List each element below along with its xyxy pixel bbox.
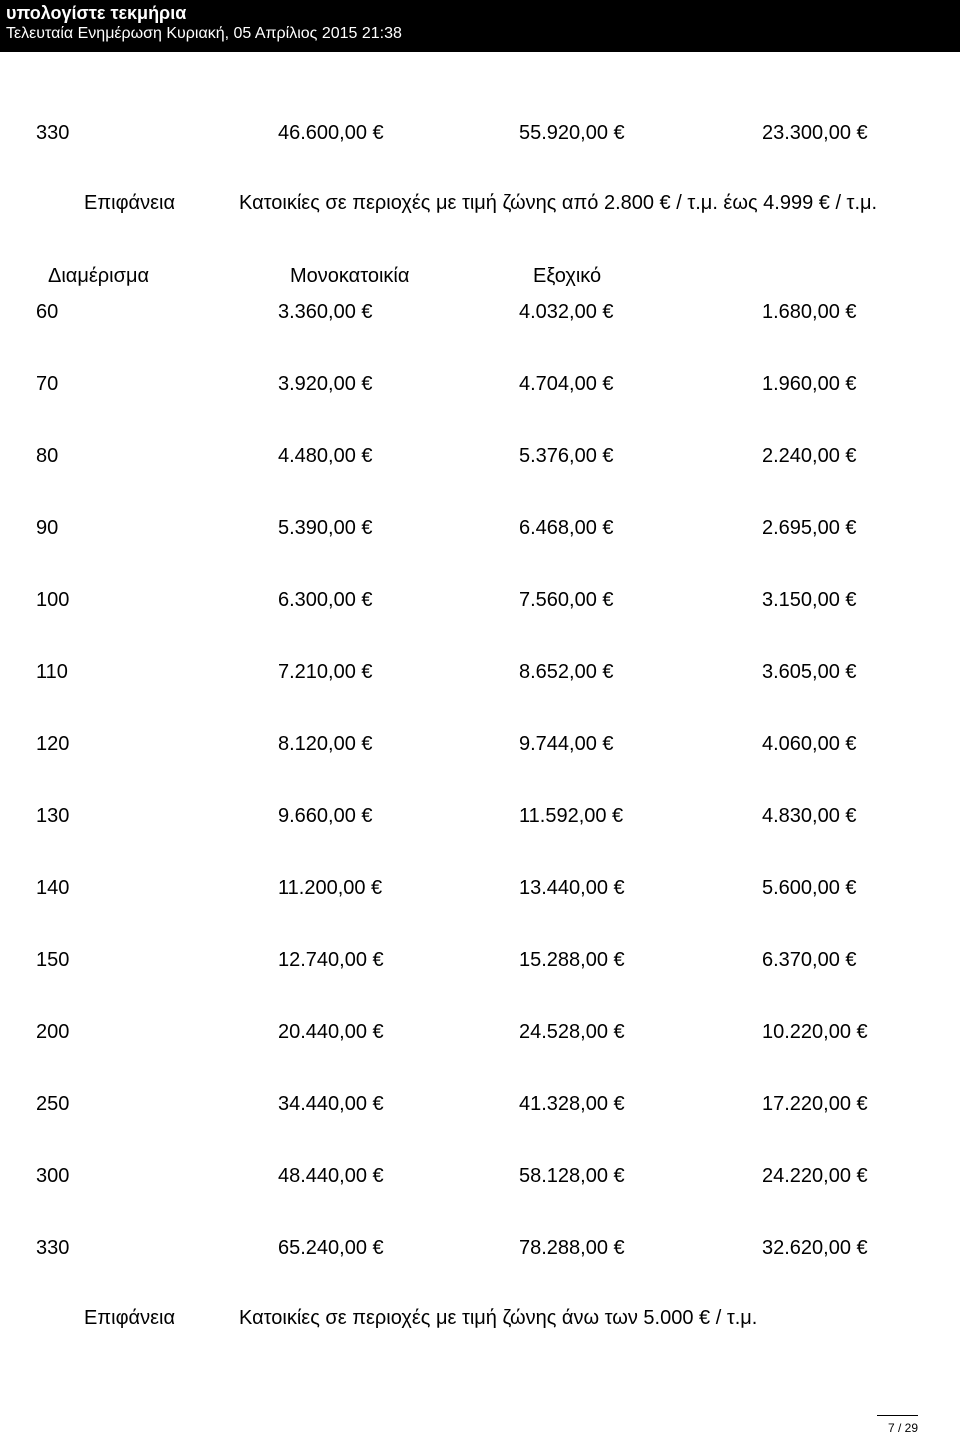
- row-house-price: 4.032,00 €: [519, 301, 614, 323]
- row-holiday-home-price: 4.830,00 €: [762, 805, 857, 827]
- top-row-col2: 55.920,00 €: [519, 122, 625, 144]
- row-house-price: 15.288,00 €: [519, 949, 625, 971]
- page-number: 7 / 29: [887, 1421, 918, 1435]
- row-house-price: 6.468,00 €: [519, 517, 614, 539]
- row-house-price: 11.592,00 €: [519, 805, 624, 827]
- row-apartment-price: 48.440,00 €: [278, 1165, 384, 1187]
- row-apartment-price: 5.390,00 €: [278, 517, 373, 539]
- row-area: 330: [36, 1237, 70, 1259]
- row-area: 140: [36, 877, 70, 899]
- header-subtitle: Τελευταία Ενημέρωση Κυριακή, 05 Απρίλιος 2015 21:38: [6, 25, 402, 42]
- footer-divider: [877, 1415, 918, 1416]
- top-row-col1: 46.600,00 €: [278, 122, 384, 144]
- column-header-apartment: Διαμέρισμα: [48, 265, 150, 287]
- row-area: 110: [36, 661, 68, 683]
- row-house-price: 9.744,00 €: [519, 733, 614, 755]
- row-area: 60: [36, 301, 59, 323]
- top-row-col3: 23.300,00 €: [762, 122, 868, 144]
- row-apartment-price: 3.360,00 €: [278, 301, 373, 323]
- header-title: υπολογίστε τεκμήρια: [6, 3, 187, 23]
- row-holiday-home-price: 4.060,00 €: [762, 733, 857, 755]
- row-holiday-home-price: 5.600,00 €: [762, 877, 857, 899]
- row-area: 250: [36, 1093, 70, 1115]
- row-house-price: 24.528,00 €: [519, 1021, 625, 1043]
- section1-title: Κατοικίες σε περιοχές με τιμή ζώνης από 2.800 € / τ.μ. έως 4.999 € / τ.μ.: [239, 192, 878, 214]
- row-house-price: 41.328,00 €: [519, 1093, 625, 1115]
- row-apartment-price: 65.240,00 €: [278, 1237, 384, 1259]
- row-apartment-price: 3.920,00 €: [278, 373, 373, 395]
- row-holiday-home-price: 1.680,00 €: [762, 301, 857, 323]
- row-apartment-price: 8.120,00 €: [278, 733, 373, 755]
- row-holiday-home-price: 17.220,00 €: [762, 1093, 868, 1115]
- row-house-price: 4.704,00 €: [519, 373, 614, 395]
- column-header-holiday-home: Εξοχικό: [533, 265, 602, 287]
- row-apartment-price: 6.300,00 €: [278, 589, 373, 611]
- row-area: 150: [36, 949, 70, 971]
- row-area: 120: [36, 733, 70, 755]
- row-holiday-home-price: 6.370,00 €: [762, 949, 857, 971]
- row-area: 70: [36, 373, 59, 395]
- page-header: [0, 0, 960, 52]
- row-holiday-home-price: 3.150,00 €: [762, 589, 857, 611]
- row-house-price: 58.128,00 €: [519, 1165, 625, 1187]
- row-holiday-home-price: 24.220,00 €: [762, 1165, 868, 1187]
- row-house-price: 78.288,00 €: [519, 1237, 625, 1259]
- row-apartment-price: 7.210,00 €: [278, 661, 373, 683]
- row-holiday-home-price: 3.605,00 €: [762, 661, 857, 683]
- row-apartment-price: 11.200,00 €: [278, 877, 383, 899]
- row-apartment-price: 9.660,00 €: [278, 805, 373, 827]
- row-house-price: 8.652,00 €: [519, 661, 614, 683]
- row-area: 300: [36, 1165, 70, 1187]
- row-holiday-home-price: 2.695,00 €: [762, 517, 857, 539]
- section2-title: Κατοικίες σε περιοχές με τιμή ζώνης άνω των 5.000 € / τ.μ.: [239, 1307, 758, 1329]
- row-area: 130: [36, 805, 70, 827]
- row-house-price: 7.560,00 €: [519, 589, 614, 611]
- section1-surface-label: Επιφάνεια: [84, 192, 176, 214]
- row-holiday-home-price: 2.240,00 €: [762, 445, 857, 467]
- row-apartment-price: 12.740,00 €: [278, 949, 384, 971]
- section2-surface-label: Επιφάνεια: [84, 1307, 176, 1329]
- row-holiday-home-price: 10.220,00 €: [762, 1021, 868, 1043]
- row-holiday-home-price: 32.620,00 €: [762, 1237, 868, 1259]
- row-house-price: 5.376,00 €: [519, 445, 614, 467]
- row-apartment-price: 20.440,00 €: [278, 1021, 384, 1043]
- row-apartment-price: 34.440,00 €: [278, 1093, 384, 1115]
- top-row-area: 330: [36, 122, 70, 144]
- row-area: 90: [36, 517, 59, 539]
- row-house-price: 13.440,00 €: [519, 877, 625, 899]
- row-area: 80: [36, 445, 59, 467]
- column-header-house: Μονοκατοικία: [290, 265, 410, 287]
- row-area: 100: [36, 589, 70, 611]
- row-apartment-price: 4.480,00 €: [278, 445, 373, 467]
- row-holiday-home-price: 1.960,00 €: [762, 373, 857, 395]
- row-area: 200: [36, 1021, 70, 1043]
